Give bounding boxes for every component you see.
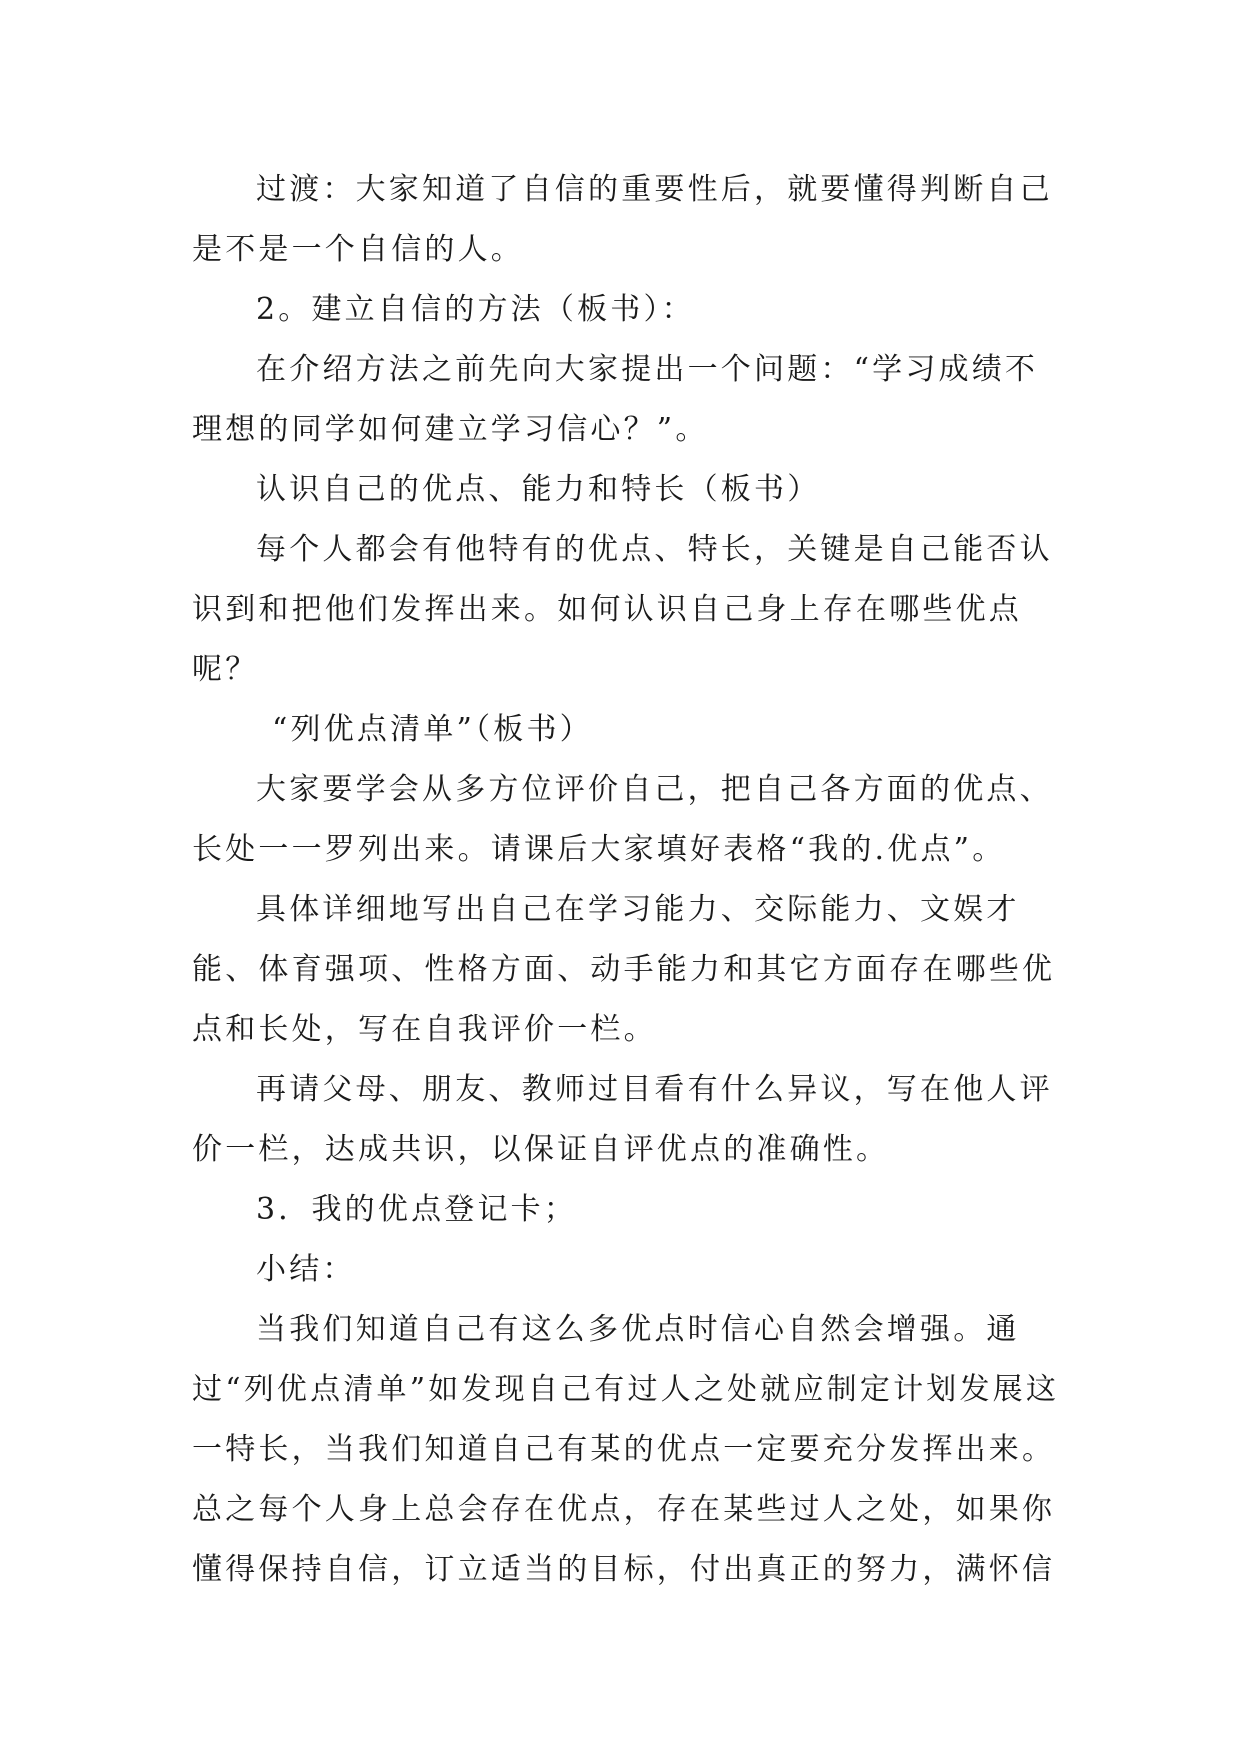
paragraph-question: 在介绍方法之前先向大家提出一个问题：“学习成绩不理想的同学如何建立学习信心？”。	[192, 352, 1039, 447]
paragraph-details: 具体详细地写出自己在学习能力、交际能力、文娱才能、体育强项、性格方面、动手能力和其它方面存在哪些优点和长处，写在自我评价一栏。	[192, 892, 1056, 1047]
paragraph-strengths-heading: 认识自己的优点、能力和特长（板书）	[256, 472, 821, 507]
paragraph-strengths-body: 每个人都会有他特有的优点、特长，关键是自己能否认识到和把他们发挥出来。如何认识自己身上存在哪些优点呢？	[192, 532, 1053, 687]
paragraph-summary-heading: 小结：	[256, 1252, 356, 1287]
paragraph-heading-method: 2。建立自信的方法（板书）：	[256, 292, 695, 327]
paragraph-summary-body: 当我们知道自己有这么多优点时信心自然会增强。通过“列优点清单”如发现自己有过人之处就应制定计划发展这一特长，当我们知道自己有某的优点一定要充分发挥出来。总之每个人身上总会存在优点，存在某些过人之处，如果你懂得保持自信，订立适当的目标，付出真正的努力，满怀信	[192, 1312, 1060, 1587]
paragraph-list-body: 大家要学会从多方位评价自己，把自己各方面的优点、长处一一罗列出来。请课后大家填好表格“我的.优点”。	[192, 772, 1053, 867]
paragraph-others-review: 再请父母、朋友、教师过目看有什么异议，写在他人评价一栏，达成共识，以保证自评优点的准确性。	[192, 1072, 1053, 1167]
paragraph-transition: 过渡：大家知道了自信的重要性后，就要懂得判断自己是不是一个自信的人。	[192, 172, 1053, 267]
paragraph-list-heading: “列优点清单”（板书）	[272, 712, 593, 747]
document-body	[192, 160, 1060, 1600]
paragraph-card-heading: 3．我的优点登记卡；	[256, 1192, 578, 1227]
